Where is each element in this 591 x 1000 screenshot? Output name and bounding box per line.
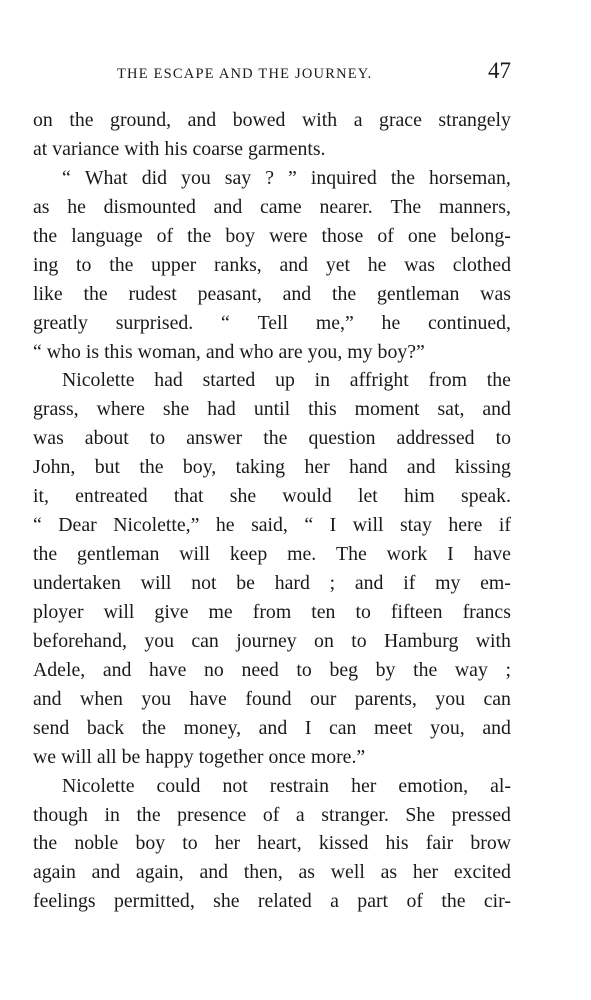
word: al- (490, 774, 511, 797)
running-head: THE ESCAPE AND THE JOURNEY. (117, 66, 373, 82)
word: is (85, 340, 100, 363)
word: did (141, 166, 167, 189)
word: The (390, 195, 422, 218)
text-line (33, 482, 511, 511)
word: he (215, 514, 235, 537)
word: the (109, 253, 134, 276)
word: language (71, 224, 143, 247)
word: Nicolette (62, 369, 135, 392)
word: fair (425, 832, 454, 855)
word: and (205, 340, 235, 363)
word: and (258, 716, 288, 739)
word: and (354, 572, 384, 594)
word: stranger. (321, 803, 389, 826)
word: em- (480, 572, 511, 594)
page-number: 47 (488, 58, 511, 83)
word: What (84, 166, 128, 189)
text-line (33, 106, 511, 135)
word: grace (379, 109, 422, 131)
word: who (239, 340, 274, 363)
word: the (69, 109, 94, 131)
word: ? (265, 166, 274, 189)
word: like (33, 282, 63, 305)
word: with (124, 137, 160, 160)
word: well (330, 861, 365, 884)
word: that (173, 485, 204, 508)
word: need (241, 658, 279, 681)
text-line (33, 569, 511, 598)
word: nearer. (319, 195, 373, 218)
word: heart, (257, 832, 302, 855)
word: and (279, 253, 309, 276)
word: will (61, 745, 92, 768)
word: again, (135, 861, 184, 884)
word: francs (462, 600, 511, 623)
word: back (86, 716, 125, 739)
word: in (104, 803, 120, 826)
word: the (141, 716, 166, 739)
text-line (33, 395, 511, 424)
word: woman, (137, 340, 201, 363)
word: you (144, 629, 174, 652)
word: cir- (483, 890, 511, 913)
word: she (229, 485, 257, 508)
word: a (295, 803, 305, 826)
word: ing (33, 253, 59, 276)
word: the (83, 282, 108, 305)
word: fifteen (390, 600, 443, 623)
word: be (121, 745, 141, 768)
text-line (33, 251, 511, 280)
word: were (269, 224, 308, 247)
word: and (33, 687, 62, 710)
word: by (375, 658, 396, 681)
word: upper (151, 253, 197, 276)
word: would (282, 485, 332, 508)
word: her (412, 861, 439, 884)
word: happy (145, 745, 194, 768)
word: related (257, 890, 312, 913)
word: with (475, 629, 511, 652)
text-line (33, 627, 511, 656)
word: his (164, 137, 188, 160)
text-line (33, 858, 511, 887)
text-line (33, 743, 511, 772)
word: Hamburg (384, 629, 459, 652)
word: journey (236, 629, 297, 652)
word: you, (307, 340, 343, 363)
word: he (67, 195, 86, 218)
word: him (404, 485, 435, 508)
word: no (204, 658, 224, 681)
word: not (222, 774, 248, 797)
word: where (96, 398, 145, 421)
word: presence (177, 803, 247, 826)
word: question (308, 427, 376, 450)
word: peasant, (197, 282, 262, 305)
word: variance (52, 137, 120, 160)
word: and (213, 195, 243, 218)
word: then, (243, 861, 283, 884)
word: the (33, 543, 58, 566)
word: had (207, 398, 236, 421)
word: ten (311, 600, 336, 623)
word: Adele, (33, 658, 86, 681)
word: bowed (232, 109, 286, 131)
word: work (386, 543, 428, 566)
word: inquired (310, 166, 377, 189)
word: garments. (248, 137, 326, 160)
word: speak. (461, 485, 511, 508)
word: we (33, 745, 57, 768)
word: and (91, 861, 121, 884)
word: up (275, 369, 295, 392)
word: strangely (438, 109, 511, 131)
word: in (314, 369, 331, 392)
word: grass, (33, 398, 79, 421)
word: if (498, 514, 511, 537)
word: and (282, 282, 312, 305)
word: she (162, 398, 190, 421)
text-line (33, 193, 511, 222)
word: greatly (33, 311, 88, 334)
word: until (253, 398, 291, 421)
word: of (406, 890, 423, 913)
text-line (33, 366, 511, 395)
word: kissed (318, 832, 369, 855)
word: I (329, 514, 337, 537)
word: and (482, 716, 511, 739)
text-line (33, 453, 511, 482)
word: again (33, 861, 76, 884)
word: and (406, 456, 436, 479)
word: I (304, 716, 312, 739)
word: her (214, 832, 241, 855)
word: will (179, 543, 211, 566)
word: to (495, 427, 511, 450)
word: and (199, 861, 229, 884)
word: hard (274, 572, 310, 594)
word: this (308, 398, 337, 421)
word: to (351, 629, 367, 652)
text-line (33, 338, 511, 367)
word: came (259, 195, 302, 218)
word: “ (62, 166, 71, 189)
word: ” (288, 166, 297, 189)
word: ployer (33, 600, 84, 623)
word: he (367, 253, 387, 276)
word: to (296, 658, 312, 681)
word: with (302, 109, 338, 131)
word: at (33, 137, 48, 160)
word: as (298, 861, 316, 884)
word: sat, (437, 398, 465, 421)
word: as (33, 195, 50, 218)
word: once (268, 745, 306, 768)
word: to (182, 832, 198, 855)
word: dismounted (103, 195, 196, 218)
word: affright (349, 369, 409, 392)
word: surprised. (115, 311, 194, 334)
word: continued, (428, 311, 511, 334)
word: let (358, 485, 378, 508)
word: the (332, 282, 357, 305)
word: of (377, 224, 394, 247)
text-line (33, 164, 511, 193)
word: a (330, 890, 339, 913)
word: the (33, 832, 58, 855)
word: our (309, 687, 337, 710)
word: the (413, 658, 438, 681)
word: entreated (75, 485, 148, 508)
word: on (314, 629, 334, 652)
text-line (33, 511, 511, 540)
word: not (191, 572, 217, 594)
word: about (84, 427, 129, 450)
word: Nicolette (62, 774, 135, 797)
word: she (213, 890, 240, 913)
word: restrain (269, 774, 330, 797)
word: boy?” (377, 340, 425, 363)
text-line (33, 598, 511, 627)
word: taking (235, 456, 286, 479)
word: the (33, 224, 58, 247)
word: ranks, (213, 253, 262, 276)
word: a (353, 109, 363, 131)
word: meet (374, 716, 413, 739)
word: belong- (450, 224, 511, 247)
word: who (46, 340, 81, 363)
word: Nicolette,” (113, 514, 200, 537)
word: you (435, 687, 465, 710)
word: those (321, 224, 364, 247)
word: the (441, 890, 466, 913)
word: emotion, (398, 774, 469, 797)
word: Tell (257, 311, 289, 334)
text-line (33, 656, 511, 685)
word: yet (325, 253, 351, 276)
word: have (149, 658, 187, 681)
word: She (405, 803, 436, 826)
word: are (278, 340, 303, 363)
word: can (483, 687, 511, 710)
word: have (189, 687, 227, 710)
word: boy (225, 224, 256, 247)
word: can (191, 629, 219, 652)
word: undertaken (33, 572, 121, 594)
word: one (407, 224, 437, 247)
word: started (202, 369, 256, 392)
word: pressed (451, 803, 511, 826)
body-text (33, 106, 511, 916)
word: horseman, (429, 166, 511, 189)
word: ; (505, 658, 511, 681)
word: was (33, 427, 64, 450)
text-line (33, 801, 511, 830)
word: found (245, 687, 292, 710)
word: “ (220, 311, 230, 334)
word: was (480, 282, 511, 305)
word: you, (430, 716, 465, 739)
word: and (187, 109, 217, 131)
word: Dear (58, 514, 97, 537)
word: give (154, 600, 189, 623)
word: the (187, 224, 212, 247)
word: ; (329, 572, 336, 594)
word: was (404, 253, 435, 276)
word: my (347, 340, 373, 363)
word: you (181, 166, 211, 189)
word: part (357, 890, 389, 913)
word: to (149, 427, 166, 450)
word: this (104, 340, 133, 363)
word: beg (329, 658, 359, 681)
text-line (33, 424, 511, 453)
word: when (80, 687, 123, 710)
word: can (329, 716, 357, 739)
word: will (140, 572, 172, 594)
word: her (304, 456, 330, 479)
word: but (94, 456, 120, 479)
word: me,” (315, 311, 354, 334)
word: the (263, 427, 288, 450)
word: have (473, 543, 511, 566)
word: brow (470, 832, 511, 855)
word: excited (453, 861, 511, 884)
word: gentleman (376, 282, 460, 305)
word: permitted, (114, 890, 195, 913)
word: the (486, 369, 511, 392)
word: it, (33, 485, 49, 508)
word: if (403, 572, 416, 594)
word: answer (186, 427, 243, 450)
text-line (33, 222, 511, 251)
word: will (103, 600, 135, 623)
word: more.” (310, 745, 366, 768)
word: coarse (192, 137, 244, 160)
word: The (336, 543, 367, 566)
word: moment (354, 398, 420, 421)
word: to (355, 600, 371, 623)
word: kissing (454, 456, 511, 479)
word: will (352, 514, 384, 537)
text-line (33, 280, 511, 309)
word: though (33, 803, 88, 826)
word: way (454, 658, 488, 681)
word: “ (33, 340, 42, 363)
word: said, (251, 514, 288, 537)
word: addressed (396, 427, 475, 450)
word: be (236, 572, 255, 594)
word: of (262, 803, 280, 826)
word: me (208, 600, 233, 623)
word: ground, (110, 109, 172, 131)
word: to (76, 253, 92, 276)
word: me. (287, 543, 317, 566)
word: John, (33, 456, 76, 479)
word: gentleman (77, 543, 160, 566)
word: hand (349, 456, 388, 479)
word: you (141, 687, 172, 710)
word: manners, (438, 195, 511, 218)
text-line (33, 685, 511, 714)
word: “ (33, 514, 42, 537)
word: his (385, 832, 409, 855)
word: he (381, 311, 401, 334)
word: the (390, 166, 415, 189)
word: together (198, 745, 264, 768)
word: as (380, 861, 398, 884)
word: clothed (452, 253, 511, 276)
text-line (33, 829, 511, 858)
word: all (96, 745, 117, 768)
text-line (33, 309, 511, 338)
word: from (428, 369, 467, 392)
page-header (33, 58, 511, 90)
text-line (33, 887, 511, 916)
text-line (33, 714, 511, 743)
word: my (435, 572, 461, 594)
word: here (448, 514, 483, 537)
word: her (351, 774, 377, 797)
word: I (447, 543, 454, 566)
word: could (156, 774, 201, 797)
word: stay (399, 514, 432, 537)
word: from (252, 600, 292, 623)
word: beforehand, (33, 629, 127, 652)
word: boy (135, 832, 166, 855)
word: noble (74, 832, 119, 855)
word: money, (183, 716, 242, 739)
word: parents, (354, 687, 417, 710)
word: and (102, 658, 132, 681)
word: on (33, 109, 53, 131)
word: the (136, 803, 161, 826)
word: the (139, 456, 164, 479)
word: “ (304, 514, 314, 537)
text-line (33, 772, 511, 801)
word: send (33, 716, 70, 739)
text-line (33, 135, 511, 164)
word: keep (229, 543, 268, 566)
word: feelings (33, 890, 96, 913)
text-line (33, 540, 511, 569)
word: and (482, 398, 511, 421)
word: of (156, 224, 174, 247)
word: had (154, 369, 183, 392)
word: boy, (182, 456, 217, 479)
word: say (224, 166, 252, 189)
word: rudest (128, 282, 177, 305)
